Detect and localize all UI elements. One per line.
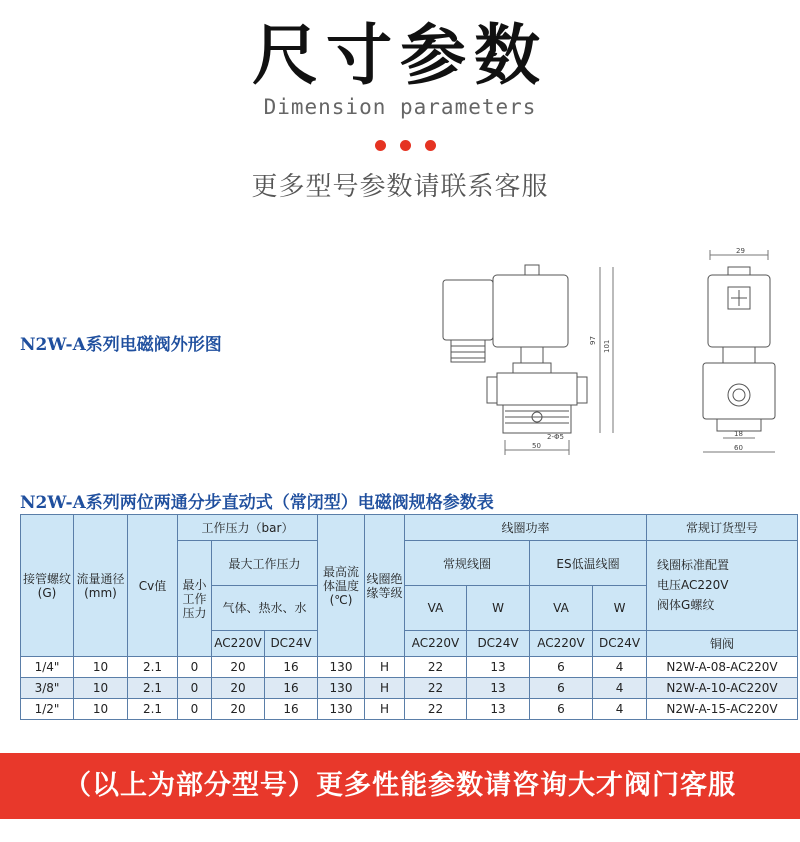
header-dc: DC24V [593,630,647,656]
header-min-pressure: 最小工作压力 [178,541,212,657]
header-cv: Cv值 [128,515,178,657]
cell-ac: 20 [212,678,265,699]
header-order: 常规订货型号 [647,515,798,541]
header-w: W [467,585,530,630]
cell-temp: 130 [318,699,365,720]
header-pressure: 工作压力（bar） [178,515,318,541]
dim-label: 50 [532,442,541,450]
header-dc: DC24V [265,630,318,656]
cell-flow: 10 [74,699,128,720]
cell-es-va: 6 [530,678,593,699]
header-ac: AC220V [530,630,593,656]
cell-model: N2W-A-15-AC220V [647,699,798,720]
cell-ac: 20 [212,657,265,678]
contact-banner: （以上为部分型号）更多性能参数请咨询大才阀门客服 [0,753,800,819]
cell-cv: 2.1 [128,678,178,699]
header-flow: 流量通径(mm) [74,515,128,657]
cell-min: 0 [178,678,212,699]
header-coil-power: 线圈功率 [405,515,647,541]
header-ac: AC220V [405,630,467,656]
valve-body [497,373,577,405]
table-row [21,678,798,699]
cell-flow: 10 [74,678,128,699]
header-thread: 接管螺纹(G) [21,515,74,657]
cell-dc: 16 [265,678,318,699]
page-title: 尺寸参数 [252,17,548,94]
header-normal-coil: 常规线圈 [405,541,530,586]
dot-icon [400,140,411,151]
spec-table [20,514,798,720]
header-dc: DC24V [467,630,530,656]
dim-label: 60 [734,444,743,452]
header-va: VA [530,585,593,630]
cell-normal-w: 13 [467,699,530,720]
connector-plug [451,340,485,362]
cell-normal-va: 22 [405,657,467,678]
order-note: 电压AC220V [657,578,729,593]
table-row [21,699,798,720]
header-insulation: 线圈绝缘等级 [365,515,405,657]
dim-label: 101 [603,339,611,353]
cell-es-w: 4 [593,678,647,699]
front-coil [708,275,770,347]
header-temp: 最高流体温度(℃) [318,515,365,657]
cell-temp: 130 [318,657,365,678]
cell-cv: 2.1 [128,657,178,678]
cell-min: 0 [178,657,212,678]
header-ac: AC220V [212,630,265,656]
header-max-pressure: 最大工作压力 [212,541,318,586]
cell-ac: 20 [212,699,265,720]
cell-normal-w: 13 [467,678,530,699]
cell-model: N2W-A-10-AC220V [647,678,798,699]
cell-dc: 16 [265,657,318,678]
cell-es-va: 6 [530,699,593,720]
header-va: VA [405,585,467,630]
decorative-dots [375,138,437,152]
cell-ins: H [365,678,405,699]
dim-label: 97 [589,336,597,345]
cell-dc: 16 [265,699,318,720]
dim-label: 29 [736,247,745,255]
header-order-notes [647,541,798,630]
cell-model: N2W-A-08-AC220V [647,657,798,678]
cell-es-w: 4 [593,657,647,678]
cell-normal-w: 13 [467,657,530,678]
header-w: W [593,585,647,630]
table-row [21,657,798,678]
cell-cv: 2.1 [128,699,178,720]
drawing-title: N2W-A系列电磁阀外形图 [20,335,222,355]
contact-note: 更多型号参数请联系客服 [251,172,549,202]
coil-body [493,275,568,347]
cell-thread: 3/8" [21,678,74,699]
cell-es-va: 6 [530,657,593,678]
cell-ins: H [365,657,405,678]
cell-normal-va: 22 [405,699,467,720]
cell-temp: 130 [318,678,365,699]
connector-box [443,280,493,340]
dot-icon [425,140,436,151]
header-body: 铜阀 [647,630,798,656]
dim-label: 2-Φ5 [547,433,564,441]
cell-thread: 1/4" [21,657,74,678]
cell-flow: 10 [74,657,128,678]
cell-min: 0 [178,699,212,720]
header-es-coil: ES低温线圈 [530,541,647,586]
order-note: 线圈标准配置 [657,558,730,573]
cell-es-w: 4 [593,699,647,720]
page-subtitle: Dimension parameters [263,95,537,119]
valve-dimension-drawing [425,245,790,465]
header-medium: 气体、热水、水 [212,585,318,630]
spec-table-title: N2W-A系列两位两通分步直动式（常闭型）电磁阀规格参数表 [20,493,494,513]
order-note: 阀体G螺纹 [657,598,715,613]
cell-thread: 1/2" [21,699,74,720]
dim-label: 18 [734,430,743,438]
cell-normal-va: 22 [405,678,467,699]
cell-ins: H [365,699,405,720]
coil-nut [525,265,539,275]
dot-icon [375,140,386,151]
